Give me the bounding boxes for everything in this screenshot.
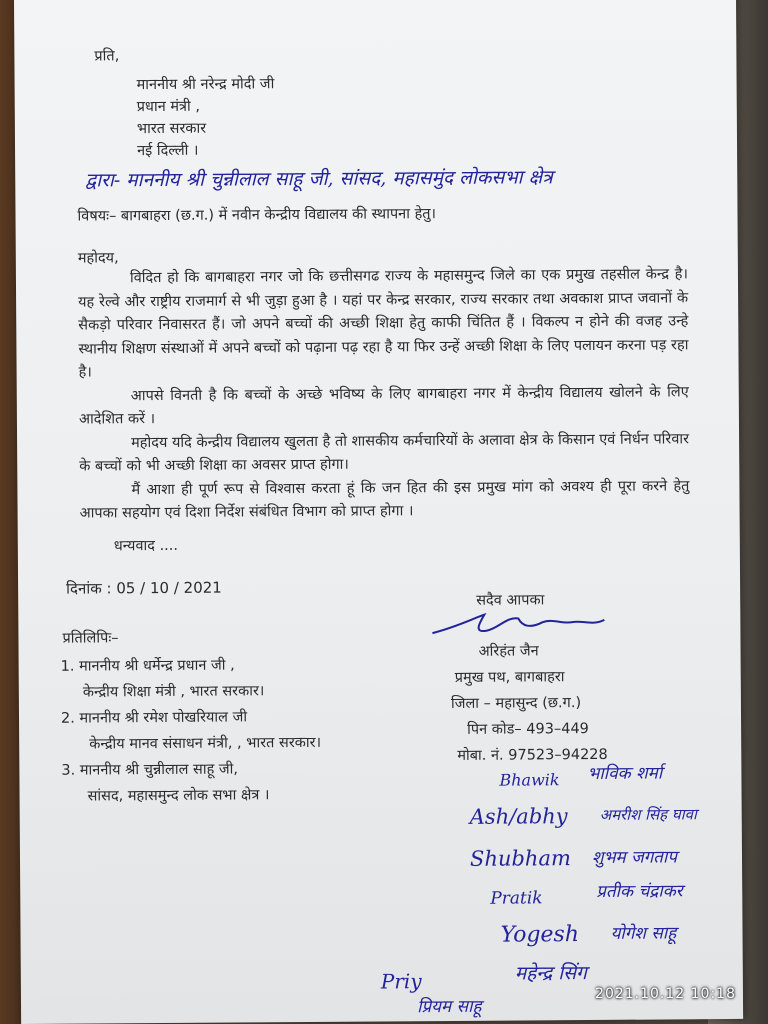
signature-6-name: महेन्द्र सिंग <box>514 962 587 985</box>
address-line-2: प्रधान मंत्री , <box>136 98 201 116</box>
body-paragraph-1: विदित हो कि बागबाहरा नगर जो कि छत्तीसगढ राज्य के महासमुन्द जिले का एक प्रमुख तहसील केन्द्र है। यह रेल्वे और राष्ट्रीय राजमार्ग से भी जुड़ा हुआ है । यहां पर केन्द्र सरकार, राज्य सरकार तथा अवकाश प्राप्त जवानों के सैकड़ो परिवार निवासरत हैं। जो अपने बच्चों की अच्छी शिक्षा हेतु काफी चिंतित हैं । विकल्प न होने की वजह उन्हे स्थानीय शिक्षण संस्थाओं में अपने बच्चों को पढ़ाना पढ़ रहा है या फिर उन्हें अच्छी शिक्षा के लिए पलायन करना पड़ रहा है। <box>78 266 689 381</box>
signature-1: Bhawik <box>499 770 560 790</box>
closing-line: सदैव आपका <box>476 592 545 609</box>
subject-line: विषयः– बागबाहरा (छ.ग.) में नवीन केन्द्रीय विद्यालय की स्थापना हेतु। <box>77 206 437 225</box>
signature-3-name: शुभम जगताप <box>591 847 678 868</box>
via-handwritten-line: द्वारा- माननीय श्री चुन्नीलाल साहू जी, सांसद, महासमुंद लोकसभा क्षेत्र <box>85 166 553 192</box>
address-to: प्रति, <box>94 48 120 65</box>
signature-7-name: प्रियम साहू <box>416 996 482 1018</box>
body-paragraph-4: मैं आशा ही पूर्ण रूप से विश्वास करता हूं कि जन हित की इस प्रमुख मांग को अवश्य ही पूरा करने हेतु आपका सहयोग एवं दिशा निर्देश संबंधित विभाग को प्राप्त होगा । <box>79 477 690 522</box>
address-line-1: माननीय श्री नरेन्द्र मोदी जी <box>136 76 275 94</box>
signature-5: Yogesh <box>500 922 580 948</box>
signature-4: Pratik <box>490 888 543 909</box>
sender-signature-scribble <box>426 608 616 643</box>
signature-7: Priy <box>380 969 422 994</box>
sender-address-2: जिला – महासुन्द (छ.ग.) <box>450 695 582 712</box>
copy-item-1-detail: केन्द्रीय शिक्षा मंत्री , भारत सरकार। <box>82 683 265 701</box>
salutation: महोदय, <box>77 250 119 267</box>
letter-date: दिनांक : 05 / 10 / 2021 <box>66 578 222 598</box>
sender-phone: मोबा. नं. 97523–94228 <box>457 746 608 764</box>
signature-5-name: योगेश साहू <box>610 923 677 944</box>
copy-heading: प्रतिलिपिः– <box>62 630 119 647</box>
signature-2: Ash/abhy <box>469 804 568 829</box>
copy-item-3: 3. माननीय श्री चुन्नीलाल साहू जी, <box>61 761 239 779</box>
signature-3: Shubham <box>469 846 571 871</box>
sender-pin: पिन कोड– 493–449 <box>467 721 589 738</box>
copy-item-2-detail: केन्द्रीय मानव संसाधन मंत्री, , भारत सरकार। <box>89 734 322 753</box>
sender-address-1: प्रमुख पथ, बागबाहरा <box>454 669 565 686</box>
address-line-3: भारत सरकार <box>136 120 207 138</box>
address-line-4: नई दिल्ली । <box>137 142 199 160</box>
copy-item-1: 1. माननीय श्री धर्मेन्द्र प्रधान जी , <box>60 657 235 675</box>
photo-timestamp: 2021.10.12 10:18 <box>595 986 736 1002</box>
signature-4-name: प्रतीक चंद्राकर <box>596 881 683 902</box>
copy-item-3-detail: सांसद, महासमुन्द लोक सभा क्षेत्र । <box>87 787 270 805</box>
letter-body <box>78 263 690 526</box>
copy-item-2: 2. माननीय श्री रमेश पोखरियाल जी <box>60 709 248 727</box>
signature-2-name: अमरीश सिंह घावा <box>599 805 697 824</box>
signature-1-name: भाविक शर्मा <box>587 763 663 785</box>
thanks-line: धन्यवाद .... <box>113 537 179 555</box>
sender-name: अरिहंत जैन <box>478 643 539 660</box>
body-paragraph-3: महोदय यदि केन्द्रीय विद्यालय खुलता है तो शासकीय कर्मचारियों के अलावा क्षेत्र के किसान एवं निर्धन परिवार के बच्चों को भी अच्छी शिक्षा का अवसर प्राप्त होगा। <box>79 430 690 475</box>
letter-page <box>14 0 743 1024</box>
body-paragraph-2: आपसे विनती है कि बच्चों के अच्छे भविष्य के लिए बागबाहरा नगर में केन्द्रीय विद्यालय खोलने के लिए आदेशित करें । <box>78 383 689 428</box>
